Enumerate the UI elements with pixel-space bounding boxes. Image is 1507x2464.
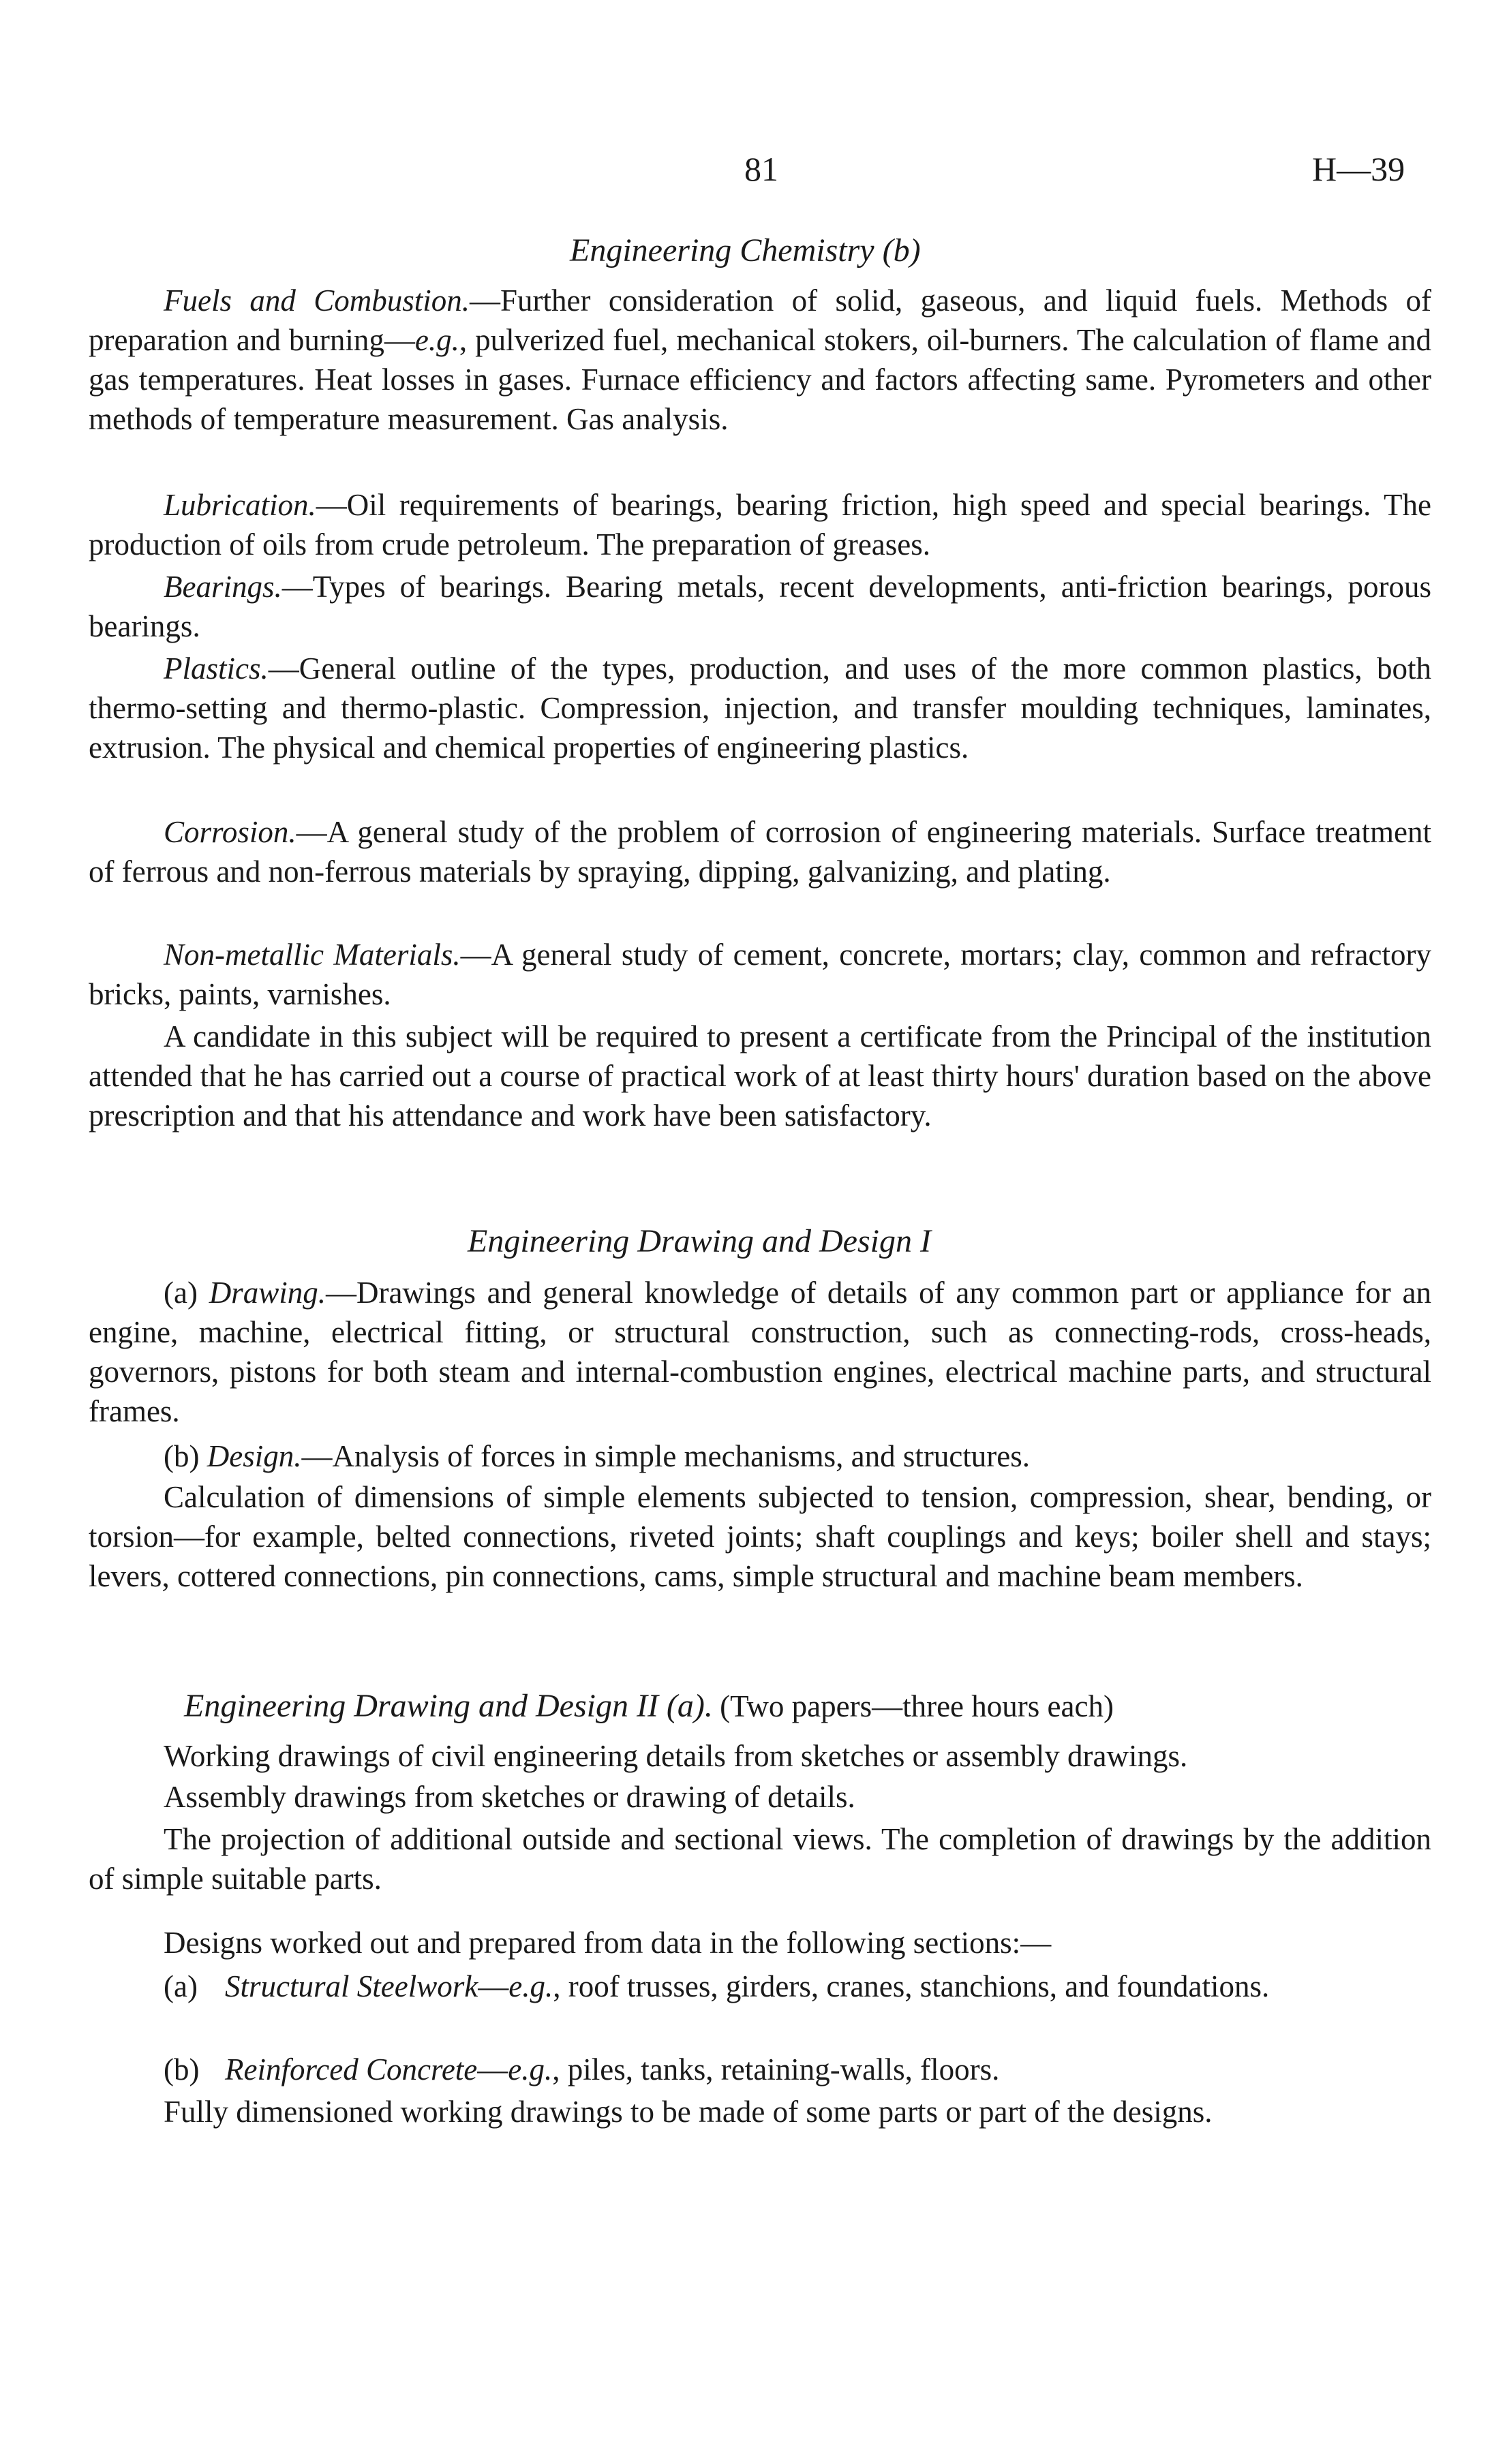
paragraph-lubrication (89, 485, 1431, 564)
section-title-engineering-chemistry: Engineering Chemistry (b) (570, 232, 921, 268)
paragraph-designs-worked-out: Designs worked out and prepared from data in the following sections:— (164, 1926, 1052, 1960)
corrosion-lead: Corrosion. (164, 815, 296, 849)
fuels-rest: , pulverized fuel, mechanical stokers, oil-burners. The calculation of flame and gas temperatures. Heat losses in gases. Furnace efficiency and factors affecting same. Pyrometers and other methods of temperature measurement. Gas analysis. (89, 323, 1432, 436)
bearings-lead: Bearings. (164, 570, 282, 604)
drawing-2-title: Engineering Drawing and Design II (a). (184, 1688, 713, 1724)
nonmetallic-lead: Non-metallic Materials. (164, 938, 461, 972)
steelwork-lead: Structural Steelwork (225, 1969, 478, 2003)
page-reference: H—39 (1312, 150, 1405, 188)
fuels-lead: Fuels and Combustion. (164, 283, 470, 318)
fuels-eg: e.g. (414, 323, 459, 357)
lubrication-lead: Lubrication. (164, 488, 316, 522)
paragraph-corrosion (89, 812, 1431, 891)
drawing-a-lead: Drawing. (209, 1276, 326, 1310)
drawing-2-note: (Two papers—three hours each) (720, 1689, 1114, 1723)
design-b-lead: Design. (207, 1439, 302, 1473)
section-title-drawing-design-1: Engineering Drawing and Design I (468, 1223, 931, 1259)
paragraph-fuels (89, 281, 1431, 439)
design-b-label: (b) (164, 1439, 200, 1473)
fuels-text: —Further consideration of solid, gaseous, and liquid fuels. Methods of preparation and burning— (89, 283, 1431, 357)
section-title-drawing-design-2 (184, 1686, 1114, 1727)
paragraph-plastics (89, 649, 1431, 767)
page-number: 81 (744, 150, 778, 188)
concrete-text: , piles, tanks, retaining-walls, floors. (552, 2052, 1000, 2086)
steelwork-dash: — (478, 1969, 509, 2003)
steelwork-eg: e.g. (508, 1969, 553, 2003)
paragraph-design-b (89, 1436, 1431, 1476)
paragraph-working-drawings: Working drawings of civil engineering details from sketches or assembly drawings. (164, 1739, 1188, 1773)
steelwork-text: , roof trusses, girders, cranes, stanchions, and foundations. (553, 1969, 1270, 2003)
paragraph-assembly-drawings: Assembly drawings from sketches or drawing of details. (164, 1780, 855, 1814)
list-item-structural-steelwork (164, 1967, 1431, 2006)
paragraph-bearings (89, 567, 1431, 646)
design-b-text: —Analysis of forces in simple mechanisms, and structures. (301, 1439, 1031, 1473)
paragraph-calculation: Calculation of dimensions of simple elements subjected to tension, compression, shear, bending, or torsion—for example, belted connections, riveted joints; shaft couplings and keys; boiler shell and stays; levers, cottered connections, pin connections, cams, simple structural and machine beam members. (89, 1480, 1431, 1593)
drawing-a-label: (a) (164, 1276, 198, 1310)
bearings-text: —Types of bearings. Bearing metals, recent developments, anti-friction bearings, porous bearings. (89, 570, 1431, 643)
concrete-lead: Reinforced Concrete (225, 2052, 478, 2086)
paragraph-non-metallic (89, 935, 1431, 1014)
paragraph-drawing-a (89, 1273, 1431, 1431)
paragraph-fully-dimensioned: Fully dimensioned working drawings to be made of some parts or part of the designs. (164, 2095, 1213, 2129)
nonmetallic-text: —A general study of cement, concrete, mortars; clay, common and refractory bricks, paints, varnishes. (89, 938, 1431, 1011)
concrete-dash: — (477, 2052, 508, 2086)
plastics-text: —General outline of the types, production, and uses of the more common plastics, both thermo-setting and thermo-plastic. Compression, injection, and transfer moulding techniques, laminates, extrusion. The physical and chemical properties of engineering plastics. (89, 651, 1431, 765)
steelwork-label: (a) (164, 1969, 198, 2003)
concrete-eg: e.g. (508, 2052, 553, 2086)
lubrication-text: —Oil requirements of bearings, bearing friction, high speed and special bearings. The production of oils from crude petroleum. The preparation of greases. (89, 488, 1431, 561)
drawing-a-text: —Drawings and general knowledge of details of any common part or appliance for an engine, machine, electrical fitting, or structural construction, such as connecting-rods, cross-heads, governors, pistons for both steam and internal-combustion engines, electrical machine parts, and structural frames. (89, 1276, 1431, 1428)
paragraph-projection: The projection of additional outside and sectional views. The completion of drawings by the addition of simple suitable parts. (89, 1822, 1431, 1896)
concrete-label: (b) (164, 2052, 200, 2086)
corrosion-text: —A general study of the problem of corrosion of engineering materials. Surface treatment of ferrous and non-ferrous materials by spraying, dipping, galvanizing, and plating. (89, 815, 1431, 889)
plastics-lead: Plastics. (164, 651, 269, 686)
paragraph-certificate: A candidate in this subject will be required to present a certificate from the Principal of the institution attended that he has carried out a course of practical work of at least thirty hours' duration based on the above prescription and that his attendance and work have been satisfactory. (89, 1019, 1431, 1133)
list-item-reinforced-concrete (164, 2050, 1431, 2089)
